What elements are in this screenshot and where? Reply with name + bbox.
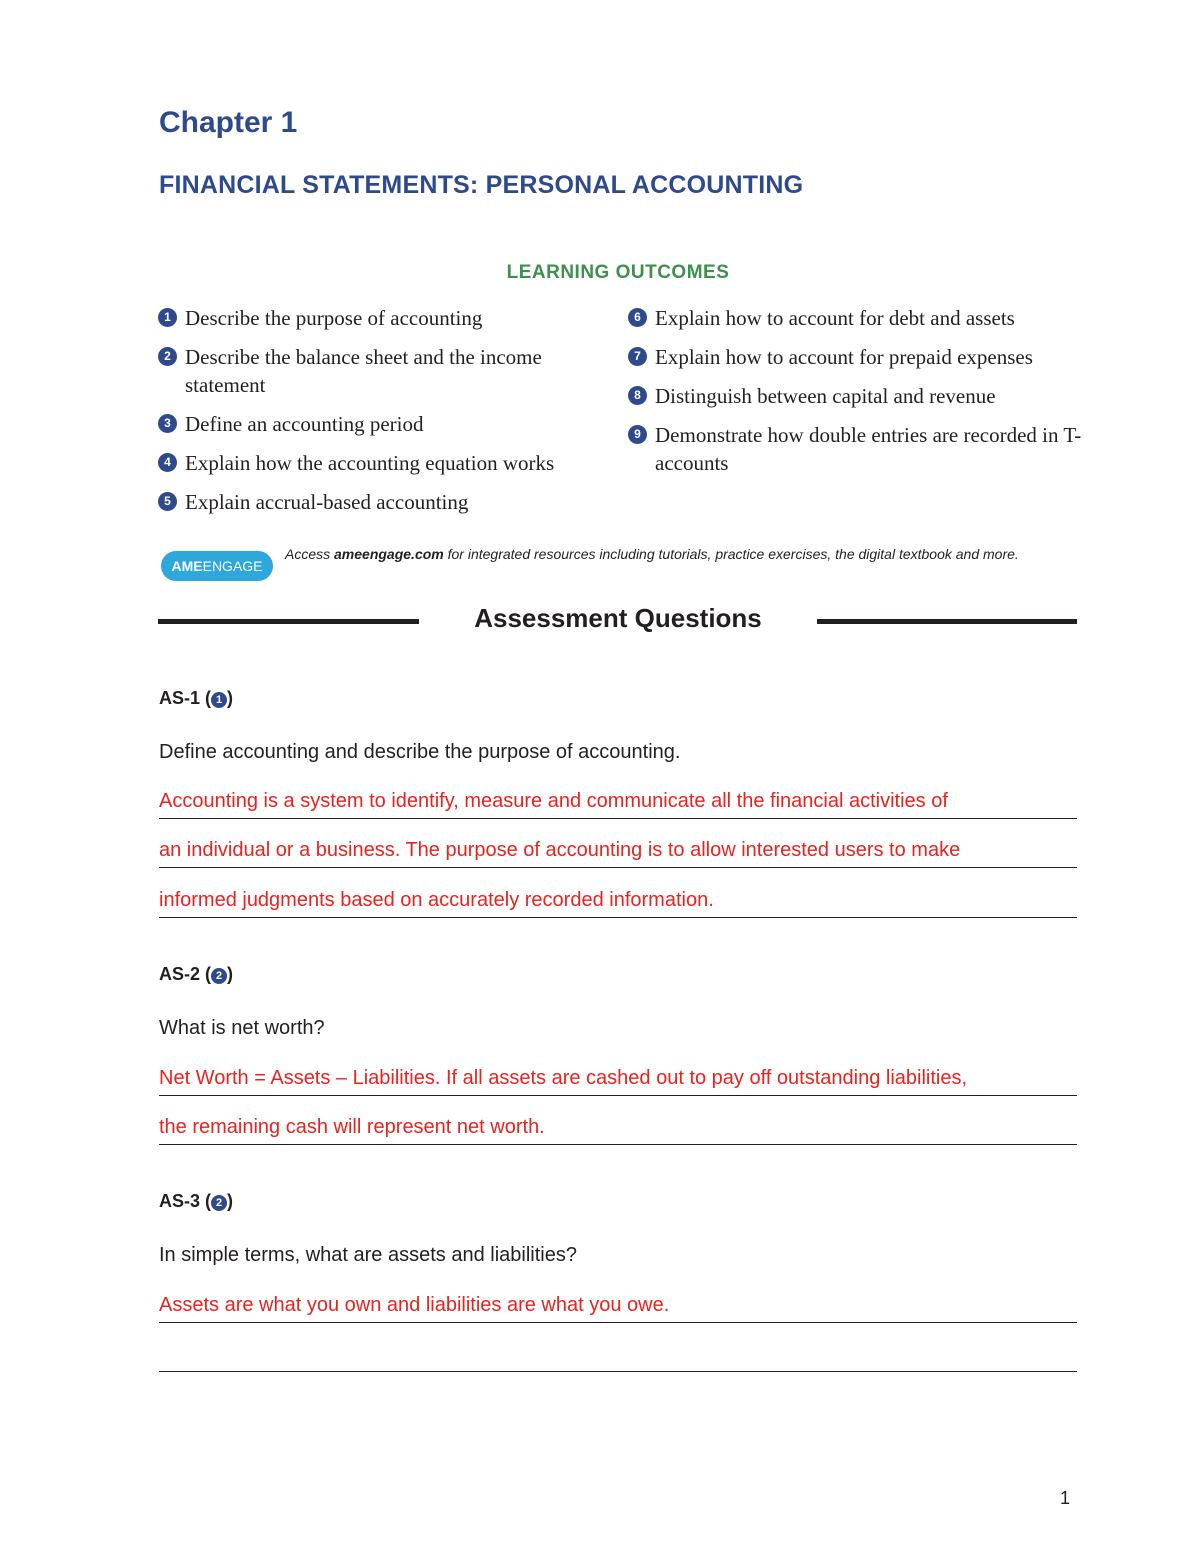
learning-outcome-item [628, 304, 1088, 332]
question-text: Define accounting and describe the purpose of accounting. [159, 741, 681, 763]
question-label-text: AS-2 ( [159, 964, 212, 984]
ameengage-link[interactable]: ameengage.com [334, 546, 444, 562]
learning-outcome-item [158, 343, 608, 399]
outcome-number-badge: 7 [628, 347, 647, 366]
outcome-number-badge: 9 [628, 425, 647, 444]
ameengage-note [285, 545, 1085, 564]
ameengage-note-prefix: Access [285, 546, 335, 562]
assessment-title: Assessment Questions [474, 603, 762, 633]
question-label-end: ) [227, 688, 234, 708]
section-rule-right [817, 619, 1077, 624]
question-label-text: AS-3 ( [159, 1191, 212, 1211]
section-rule-left [158, 619, 419, 624]
answer-line: Net Worth = Assets – Liabilities. If all assets are cashed out to pay off outstanding liabilities, [159, 1062, 1077, 1096]
outcome-number-badge: 2 [211, 1195, 227, 1211]
ameengage-logo-rest: ENGAGE [202, 558, 263, 574]
outcome-number-badge: 1 [211, 692, 227, 708]
question-text: In simple terms, what are assets and liabilities? [159, 1244, 577, 1266]
question-label-end: ) [227, 964, 234, 984]
answer-line: informed judgments based on accurately recorded information. [159, 884, 1077, 918]
question-label [159, 688, 233, 709]
learning-outcomes-right-column [628, 304, 1088, 488]
ameengage-logo[interactable] [161, 551, 273, 581]
learning-outcome-text: Explain how the accounting equation works [185, 451, 555, 475]
question-label-text: AS-1 ( [159, 688, 212, 708]
learning-outcome-item [628, 343, 1088, 371]
answer-line: Accounting is a system to identify, measure and communicate all the financial activities of [159, 785, 1077, 819]
learning-outcome-text: Define an accounting period [185, 412, 424, 436]
outcome-number-badge: 2 [211, 968, 227, 984]
outcome-number-badge: 5 [158, 492, 177, 511]
outcome-number-badge: 4 [158, 453, 177, 472]
learning-outcome-text: Explain how to account for debt and assets [655, 306, 1015, 330]
outcome-number-badge: 2 [158, 347, 177, 366]
answer-line: Assets are what you own and liabilities are what you owe. [159, 1289, 1077, 1323]
outcome-number-badge: 1 [158, 308, 177, 327]
ameengage-note-suffix: for integrated resources including tutorials, practice exercises, the digital textbook and more. [443, 546, 1019, 562]
chapter-title: Chapter 1 [159, 106, 298, 139]
learning-outcomes-heading: LEARNING OUTCOMES [506, 262, 730, 283]
outcome-number-badge: 3 [158, 414, 177, 433]
answer-line: an individual or a business. The purpose of accounting is to allow interested users to make [159, 834, 1077, 868]
chapter-subtitle: FINANCIAL STATEMENTS: PERSONAL ACCOUNTING [159, 171, 804, 199]
question-label-end: ) [227, 1191, 234, 1211]
learning-outcome-text: Describe the purpose of accounting [185, 306, 483, 330]
learning-outcome-item [628, 382, 1088, 410]
ameengage-logo-bold: AME [171, 558, 203, 574]
learning-outcome-item [158, 488, 608, 516]
learning-outcome-item [158, 304, 608, 332]
learning-outcome-item [628, 421, 1088, 477]
learning-outcome-item [158, 449, 608, 477]
question-label [159, 1191, 233, 1212]
answer-line: the remaining cash will represent net worth. [159, 1111, 1077, 1145]
page-number: 1 [1060, 1488, 1071, 1508]
learning-outcomes-left-column [158, 304, 608, 527]
question-text: What is net worth? [159, 1017, 325, 1039]
outcome-number-badge: 8 [628, 386, 647, 405]
outcome-number-badge: 6 [628, 308, 647, 327]
learning-outcome-item [158, 410, 608, 438]
answer-line [159, 1338, 1077, 1372]
learning-outcome-text: Explain how to account for prepaid expenses [655, 345, 1033, 369]
learning-outcome-text: Explain accrual-based accounting [185, 490, 469, 514]
learning-outcome-text: Describe the balance sheet and the income statement [185, 345, 542, 397]
learning-outcome-text: Distinguish between capital and revenue [655, 384, 996, 408]
learning-outcome-text: Demonstrate how double entries are recorded in T-accounts [655, 423, 1082, 475]
question-label [159, 964, 233, 985]
